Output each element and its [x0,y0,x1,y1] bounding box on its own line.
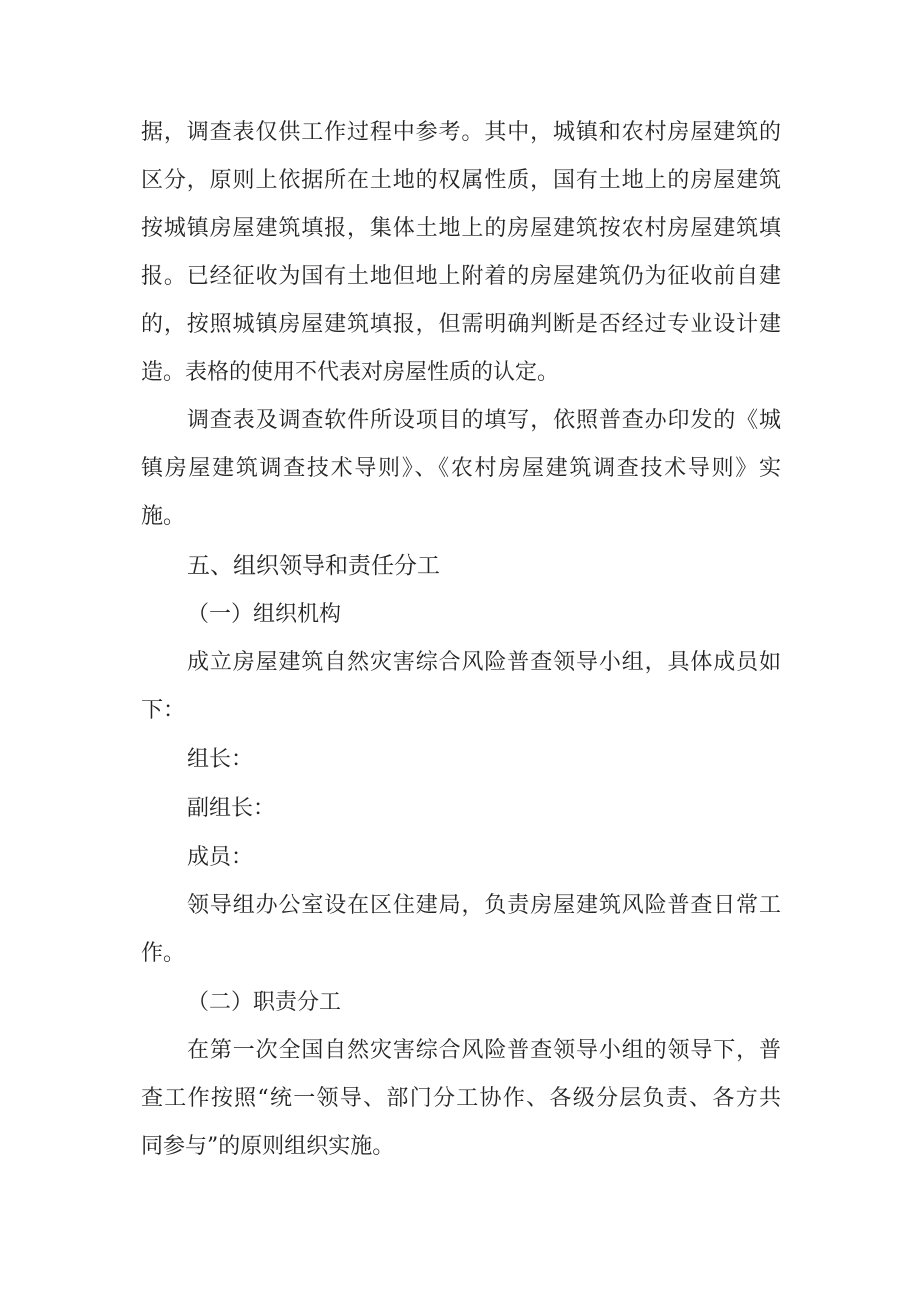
section-heading: 五、组织领导和责任分工 [187,553,440,579]
paragraph-line: 调查表及调查软件所设项目的填写，依照普查办印发的《城 [187,408,781,433]
deputy-leader-label: 副组长： [187,796,276,821]
paragraph-line: 在第一次全国自然灾害综合风险普查领导小组的领导下，普 [187,1038,781,1063]
paragraph-line: 区分，原则上依据所在土地的权属性质，国有土地上的房屋建筑 [141,168,781,193]
paragraph-line: 报。已经征收为国有土地但地上附着的房屋建筑仍为征收前自建 [141,264,781,289]
paragraph-line: 的，按照城镇房屋建筑填报，但需明确判断是否经过专业设计建 [141,312,781,337]
subsection-heading: （一）组织机构 [187,602,342,627]
paragraph-line: 查工作按照“统一领导、部门分工协作、各级分层负责、各方共 [141,1086,781,1111]
paragraph-line: 施。 [141,504,186,529]
paragraph-line: 成立房屋建筑自然灾害综合风险普查领导小组，具体成员如 [187,650,781,675]
members-label: 成员： [187,845,254,870]
paragraph-line: 下： [141,698,186,723]
subsection-heading: （二）职责分工 [187,990,342,1015]
paragraph-line: 据，调查表仅供工作过程中参考。其中，城镇和农村房屋建筑的 [141,120,781,145]
paragraph-line: 同参与”的原则组织实施。 [141,1134,395,1159]
leader-label: 组长： [187,747,254,772]
paragraph-line: 作。 [141,941,186,966]
paragraph-line: 按城镇房屋建筑填报，集体土地上的房屋建筑按农村房屋建筑填 [141,216,781,241]
paragraph-line: 领导组办公室设在区住建局，负责房屋建筑风险普查日常工 [187,893,781,918]
paragraph-line: 镇房屋建筑调查技术导则》、《农村房屋建筑调查技术导则》实 [141,456,781,481]
paragraph-line: 造。表格的使用不代表对房屋性质的认定。 [141,360,560,385]
